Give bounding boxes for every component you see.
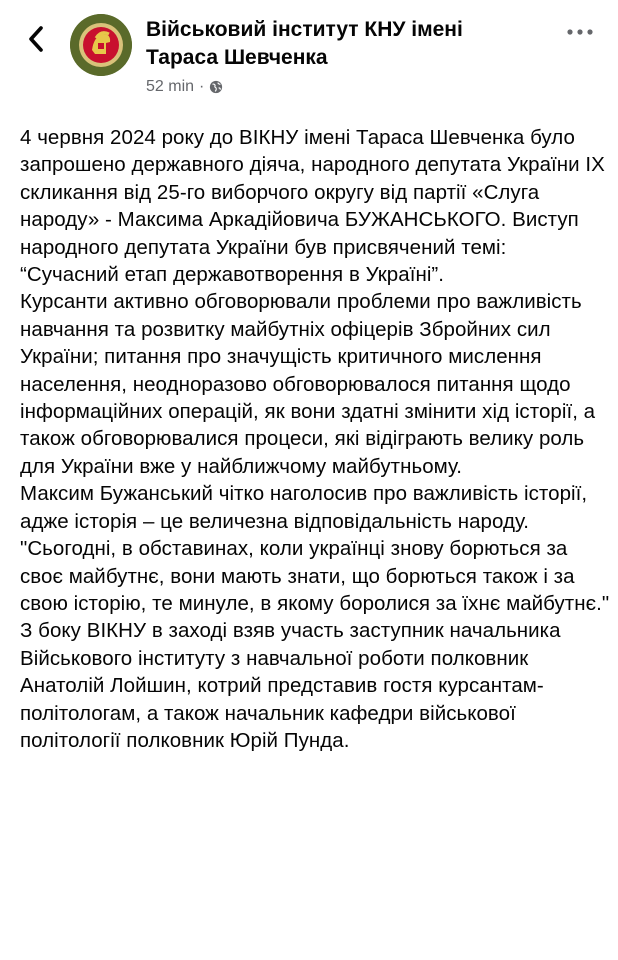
post-paragraph: З боку ВІКНУ в заході взяв участь заступник начальника Військового інституту з навчальної роботи полковник Анатолій Лойшин, котрий представив гостя курсантам-політологам, а також начальник кафедри військової політології полковник Юрій Пунда. [20,619,561,752]
post-paragraph: Курсанти активно обговорювали проблеми про важливість навчання та розвитку майбутніх офіцерів Збройних сил України; питання про значущість критичного мислення населення, неодноразово обговорювалося питання щодо інформаційних операцій, як вони здатні змінити хід історії, а також обговорювалися процеси, які відіграють велику роль для України вже у найближчому майбутньому. [20,290,596,478]
post-meta [146,78,223,96]
meta-separator: · [199,78,205,95]
globe-icon [209,80,223,94]
more-horizontal-icon[interactable] [564,22,596,42]
post-header [0,0,618,110]
post-paragraph: Максим Бужанський чітко наголосив про важливість історії, адже історія – це величезна відповідальність народу. [20,482,588,533]
page-name[interactable]: Військовий інститут КНУ імені Тараса Шевченка [146,18,463,69]
chevron-left-icon[interactable] [24,22,48,56]
post-body [20,124,610,754]
post-paragraph: 4 червня 2024 року до ВІКНУ імені Тараса Шевченка було запрошено державного діяча, народного депутата України IX скликання від 25-го виборчого округу від партії «Слуга народу» - Максима Аркадійовича БУЖАНСЬКОГО. Виступ народного депутата України був присвячений темі: “Сучасний етап державотворення в Україні”. [20,126,605,287]
page-avatar[interactable] [70,14,132,76]
post-paragraph: "Сьогодні, в обставинах, коли українці знову борються за своє майбутнє, вони мають знати, що борються також і за свою історію, те минуле, в якому боролися за їхнє майбутнє." [20,537,610,615]
post-time[interactable]: 52 min [146,78,195,95]
emblem-icon [70,14,132,76]
